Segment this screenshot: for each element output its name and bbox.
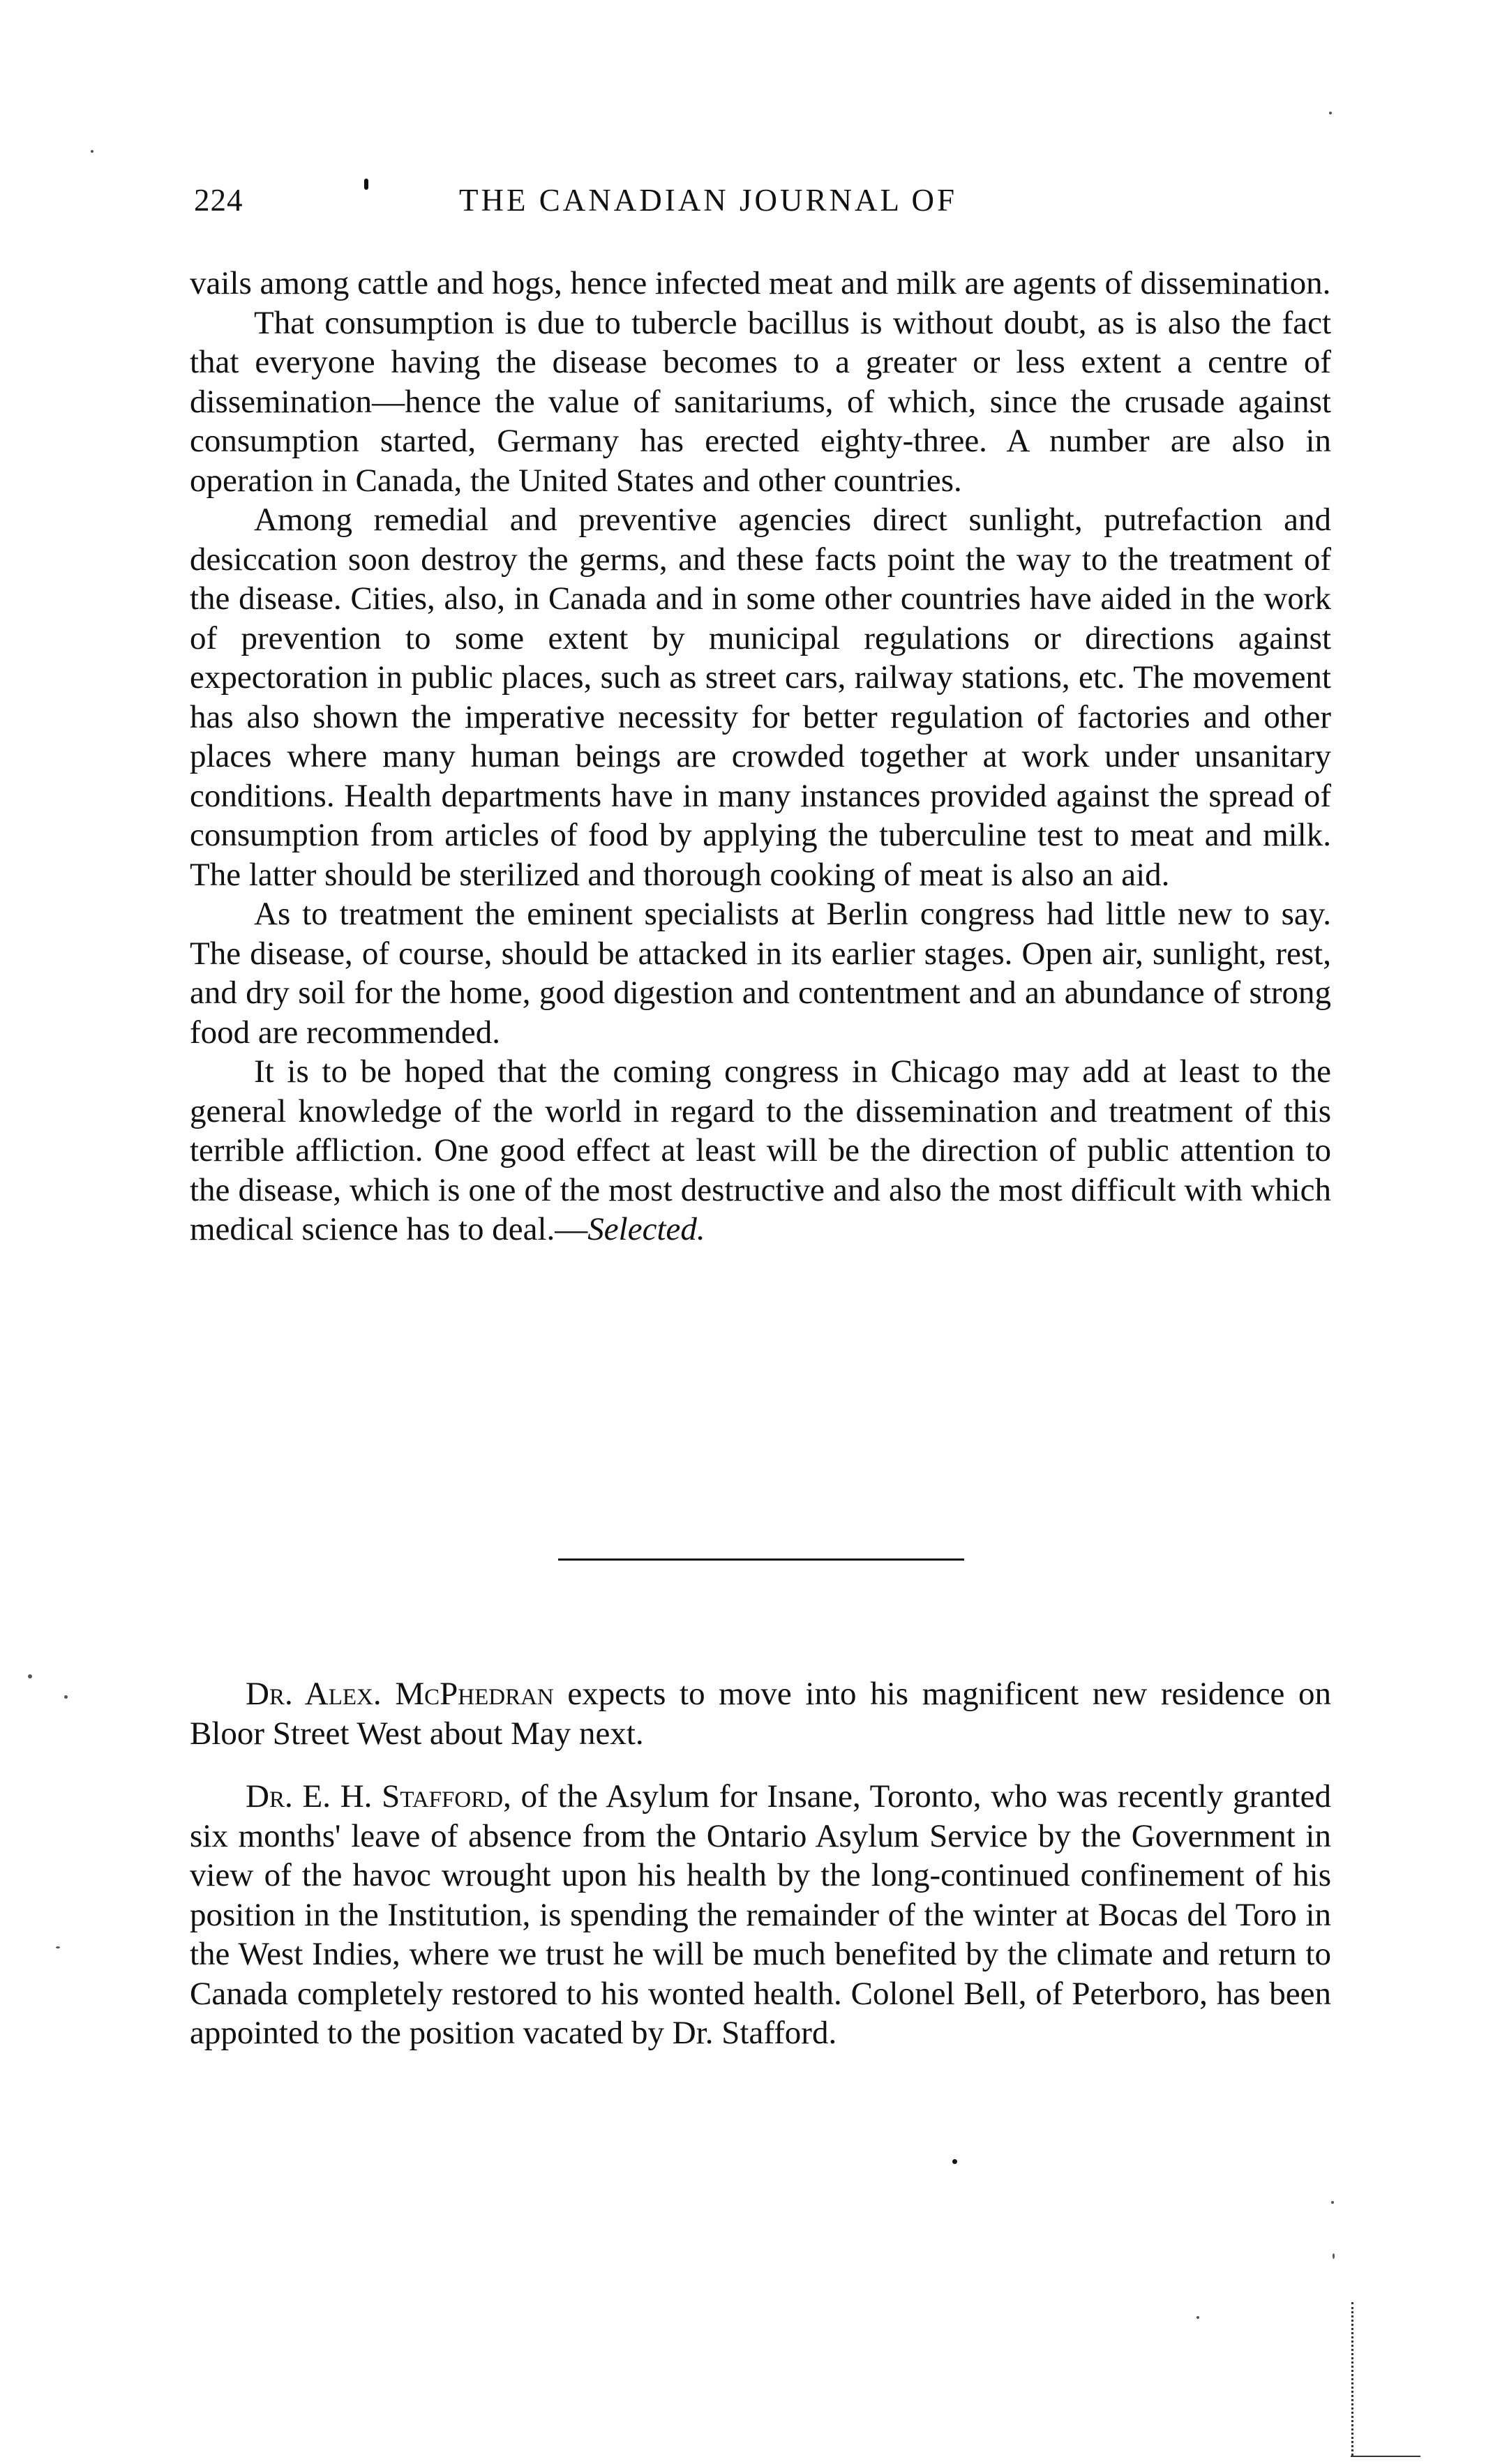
note-mcphedran-text: expects to move into his magnificent new residence on Bloor Street West about May next. [190,1676,1331,1752]
article-paragraph-2: That consumption is due to tubercle bacillus is without doubt, as is also the fact that everyone having the disease becomes to a greater or less extent a centre of dissemination—hence the value of sanitariums, of which, since the crusade against consumption started, Germany has erected eighty-three. A number are also in operation in Canada, the United States and other countries. [190,304,1331,499]
article-paragraph-1: vails among cattle and hogs, hence infected meat and milk are agents of dissemination. [190,265,1331,301]
article-paragraph-5-text: It is to be hoped that the coming congress in Chicago may add at least to the general knowledge of the world in regard to the dissemination and treatment of this terrible affliction. One good effect at least will be the direction of public attention to the disease, which is one of the most destructive and also the most difficult with which medical science has to deal.— [190,1053,1331,1247]
page-number: 224 [194,183,243,218]
scan-speck [28,1674,32,1678]
note-mcphedran-name: Dr. Alex. McPhedran [246,1676,554,1712]
scan-margin-edge-foot [1351,2456,1420,2457]
section-divider-rule [558,1558,964,1561]
article-paragraph-3: Among remedial and preventive agencies direct sunlight, putrefaction and desiccation soon destroy the germs, and these facts point the way to the treatment of the disease. Cities, also, in Canada and in some other countries have aided in the work of prevention to some extent by municipal regulations or directions against expectoration in public places, such as street cars, railway stations, etc. The movement has also shown the imperative necessity for better regulation of factories and other places where many human beings are crowded together at work under unsanitary conditions. Health departments have in many instances provided against the spread of consumption from articles of food by applying the tuberculine test to meat and milk. The latter should be sterilized and thorough cooking of meat is also an aid. [190,502,1331,893]
scan-speck [1331,2201,1334,2204]
scan-margin-edge [1351,2302,1353,2456]
scan-speck [64,1695,68,1699]
article-source-credit: Selected. [587,1211,705,1247]
note-mcphedran [190,1674,1331,1753]
scan-speck [1196,2316,1199,2319]
scan-speck [1333,2253,1335,2259]
article-paragraph-5 [190,1052,1331,1249]
article-paragraph-4: As to treatment the eminent specialists at Berlin congress had little new to say. The disease, of course, should be attacked in its earlier stages. Open air, sunlight, rest, and dry soil for the home, good digestion and contentment and an abundance of strong food are recommended. [190,896,1331,1051]
scan-speck [1329,112,1332,114]
scan-speck [91,150,93,153]
print-tick-mark [364,179,368,190]
scan-speck [952,2159,957,2164]
article-body [190,264,1331,1249]
note-stafford-text: , of the Asylum for Insane, Toronto, who was recently granted six months' leave of absence from the Ontario Asylum Service by the Government in view of the havoc wrought upon his health by the long-continued confinement of his position in the Institution, is spending the remainder of the winter at Bocas del Toro in the West Indies, where we trust he will be much benefited by the climate and return to Canada completely restored to his wonted health. Colonel Bell, of Peterboro, has been appointed to the position vacated by Dr. Stafford. [190,1778,1331,2051]
running-head: THE CANADIAN JOURNAL OF [459,183,958,218]
scan-speck [56,1946,60,1948]
note-stafford [190,1777,1331,2053]
note-stafford-name: Dr. E. H. Stafford [246,1778,504,1815]
personal-notes [190,1674,1331,2053]
